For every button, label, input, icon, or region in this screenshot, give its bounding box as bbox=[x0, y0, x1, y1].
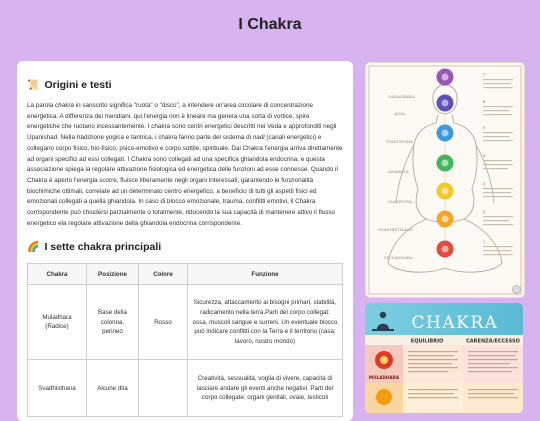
origins-term-chakra: chakra bbox=[55, 102, 74, 109]
col-header-chakra: Chakra bbox=[28, 264, 87, 285]
chakra-figure-illustration bbox=[366, 63, 524, 297]
poster-header-right: CARENZA/ECCESSO bbox=[466, 338, 520, 345]
cell-chakra: Svadhisthana bbox=[28, 360, 87, 417]
chakra-dot-core-3 bbox=[442, 160, 449, 167]
chakra-number-1: 6 bbox=[483, 100, 486, 104]
origins-text-2: in sanscrito significa "ruota" o "disco", a intendere un'area circolare di concentrazione energetica. A differenza dei meridiani, qui l'energia non è lineare ma genera una sorta di vortice, spire energetiche che ruotano incessantemente. I chakra sono centri energetici descritti nei Veda e approfonditi negli Upanishad. Nella tradizione yogica e tantrica, i chakra fanno parte del sistema di bbox=[27, 102, 337, 142]
origins-term-nadi: nadi bbox=[252, 134, 265, 142]
origins-paragraph bbox=[27, 101, 343, 229]
chakra-poster-illustration bbox=[365, 303, 523, 413]
chakra-number-0: 7 bbox=[483, 73, 486, 77]
cell-function: Sicurezza, attaccamento ai bisogni primari, stabilità, radicamento nella terra.Parti del corpo collegat: ossa, muscoli sangue e surreni. Un eventuale blocco può indicare conflitti con la Terra e il territorio (casa, lavoro, nostro mondo) bbox=[188, 285, 343, 360]
cell-position: Base della colonna, perineo bbox=[87, 285, 139, 360]
cell-color bbox=[139, 360, 188, 417]
table-row bbox=[28, 360, 343, 417]
section-chakras-label: I sette chakra principali bbox=[44, 241, 162, 254]
chakra-dot-core-5 bbox=[442, 216, 449, 223]
chakra-label-0: SAHASRARA bbox=[388, 94, 415, 99]
section-chakras-title bbox=[27, 241, 343, 253]
chakra-label-6: MULADHARA bbox=[384, 255, 413, 260]
chakra-label-2: VISHUDDHA bbox=[386, 139, 413, 144]
content-card bbox=[17, 61, 353, 421]
col-header-color: Colore bbox=[139, 264, 188, 285]
chakra-dot-core-0 bbox=[442, 74, 449, 81]
origins-text-3: (canali energetici) e collegano corpo fisico, bio-fisico, psico-emotivo e corpo sottile, spirituale. Dai Chakra l'energia arriva direttamente ad organi specifici ad essi collegati. I Chakra sono collegati ad una specifica ghiandola endocrina, e questa associazione spiega la regolare attivazione fisiologica ed energetica delle funzioni ad esse connesse. Quando il Chakra è aperto l'energia scorre, fluisce liberamente negli organi interessati, garantendo le funzionalità biochimiche ottimali, correlate ad un determinato centro energetico, a beneficio di tutti gli aspetti fisici ed emozionali collegati a quella ghiandola. In caso di blocco emozionale, trauma, conflitti emotivi, il Chakra corrispondente può chiudersi parzialmente o totalmente, riducendo la sua capacità di mantenere attivo il flusso energetico ela regolare attivazione della ghiandola endocrina corrispondente. bbox=[27, 134, 343, 227]
image-scroll-handle[interactable] bbox=[512, 285, 521, 294]
page-title: I Chakra bbox=[238, 16, 302, 33]
chakra-label-1: AJNA bbox=[394, 111, 405, 116]
chakra-dot-core-1 bbox=[442, 100, 449, 107]
table-row bbox=[28, 285, 343, 360]
cell-position: Alcune dita bbox=[87, 360, 139, 417]
chakra-number-3: 4 bbox=[483, 154, 486, 158]
chakra-number-2: 5 bbox=[483, 126, 486, 130]
chakra-dot-core-4 bbox=[442, 188, 449, 195]
chakra-table bbox=[27, 263, 343, 417]
chakra-label-5: SVADHISTHANA bbox=[378, 227, 413, 232]
chakra-dot-core-6 bbox=[442, 246, 449, 253]
chakra-label-3: ANAHATA bbox=[388, 169, 409, 174]
chakra-figure-image bbox=[365, 62, 525, 298]
chakra-number-6: 1 bbox=[483, 240, 486, 244]
section-origins-title bbox=[27, 79, 343, 91]
rainbow-icon: 🌈 bbox=[27, 241, 40, 253]
section-origins-label: Origini e testi bbox=[44, 79, 112, 91]
col-header-position: Posizione bbox=[87, 264, 139, 285]
origins-text-1: La parola bbox=[27, 102, 56, 109]
cell-chakra: Muladhara (Radice) bbox=[28, 285, 87, 360]
chakra-number-5: 2 bbox=[483, 210, 486, 214]
scroll-icon: 📜 bbox=[27, 79, 40, 91]
col-header-function: Funzione bbox=[188, 264, 343, 285]
chakra-dot-core-2 bbox=[442, 130, 449, 137]
poster-title: CHAKRA bbox=[411, 313, 499, 333]
chakra-number-4: 3 bbox=[483, 182, 486, 186]
cell-color: Rosso bbox=[139, 285, 188, 360]
poster-header-left: EQUILIBRIO bbox=[410, 338, 444, 345]
chakra-label-4: MANIPURA bbox=[388, 199, 412, 204]
cell-function: Creatività, sessualità, voglia di vivere, capacità di lasciare andare gli eventi anche negativi. Parti del corpo collegate: organi genitali, ovaie, testicoli bbox=[188, 360, 343, 417]
table-header-row bbox=[28, 264, 343, 285]
chakra-poster-image bbox=[365, 303, 523, 413]
poster-row-label: MULADHARA bbox=[368, 375, 400, 380]
